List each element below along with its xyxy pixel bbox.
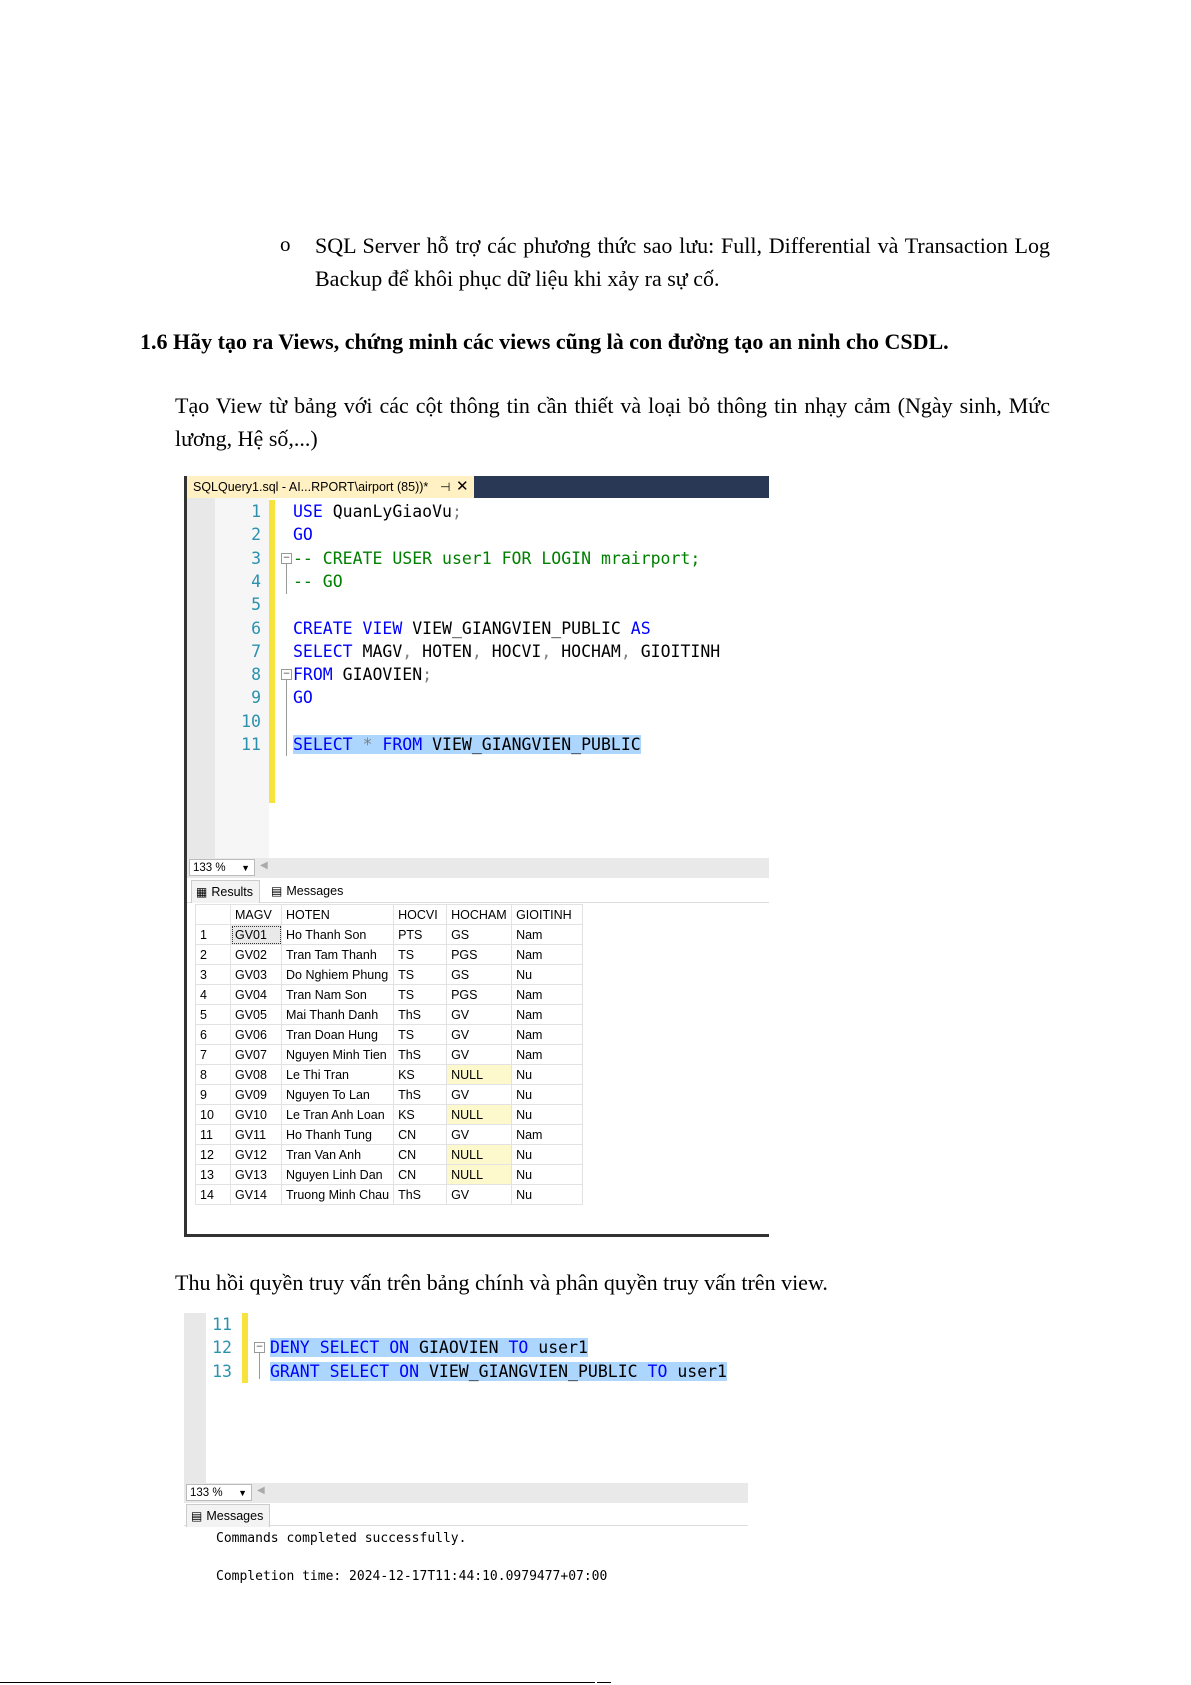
code-token: VIEW_GIANGVIEN_PUBLIC — [402, 618, 631, 638]
table-row[interactable] — [196, 1025, 583, 1045]
grid-cell[interactable]: Nu — [512, 965, 583, 985]
grid-cell[interactable]: PTS — [394, 925, 447, 945]
section-heading: 1.6 Hãy tạo ra Views, chứng minh các views cũng là con đường tạo an ninh cho CSDL. — [140, 329, 949, 354]
change-indicator — [242, 1313, 248, 1383]
tab-messages[interactable]: ▤ Messages — [186, 1504, 270, 1527]
code-token: ; — [451, 502, 462, 521]
code-token: SELECT — [329, 1361, 390, 1381]
grid-cell[interactable]: GV02 — [231, 945, 282, 965]
line-number: 10 — [241, 711, 261, 731]
code-token: GIAOVIEN — [332, 665, 423, 685]
table-row[interactable] — [196, 1085, 583, 1105]
code-line — [270, 1360, 727, 1384]
grid-cell[interactable]: GV — [447, 1005, 512, 1025]
grid-cell[interactable]: Truong Minh Chau — [282, 1185, 394, 1205]
results-grid[interactable] — [195, 904, 583, 1205]
grid-cell[interactable]: ThS — [394, 1085, 447, 1105]
tab-messages[interactable]: ▤ Messages — [267, 880, 349, 902]
table-row[interactable] — [196, 1065, 583, 1085]
grid-corner[interactable] — [196, 905, 231, 925]
grid-cell[interactable]: Nu — [512, 1185, 583, 1205]
code-token: , — [402, 641, 413, 661]
row-number[interactable]: 4 — [196, 985, 231, 1005]
table-row[interactable] — [196, 1165, 583, 1185]
code-line — [293, 617, 651, 641]
code-token: TO — [508, 1338, 529, 1358]
collapse-icon[interactable]: − — [282, 669, 291, 679]
code-token: QuanLyGiaoVu — [322, 502, 452, 521]
grid-cell[interactable]: GV — [447, 1045, 512, 1065]
code-token: VIEW_GIANGVIEN_PUBLIC — [419, 1361, 648, 1381]
grid-cell[interactable]: GV — [447, 1085, 512, 1105]
grid-cell[interactable]: Tran Nam Son — [282, 985, 394, 1005]
row-number[interactable]: 14 — [196, 1185, 231, 1205]
grid-cell[interactable]: Nu — [512, 1085, 583, 1105]
grid-cell[interactable]: TS — [394, 1025, 447, 1045]
grid-cell[interactable]: CN — [394, 1145, 447, 1165]
grid-cell[interactable]: GV04 — [231, 985, 282, 1005]
paragraph-create-view: Tạo View từ bảng với các cột thông tin cần thiết và loại bỏ thông tin nhạy cảm (Ngày sinh, Mức lương, Hệ số,...) — [175, 393, 1050, 451]
grid-cell[interactable]: PGS — [447, 985, 512, 1005]
code-token: FROM — [293, 665, 333, 685]
column-header[interactable]: MAGV — [231, 905, 282, 925]
grid-cell[interactable]: Nu — [512, 1145, 583, 1165]
grid-cell[interactable]: Nam — [512, 1005, 583, 1025]
code-token: ON — [399, 1361, 420, 1381]
row-number[interactable]: 1 — [196, 925, 231, 945]
grid-cell[interactable]: GV13 — [231, 1165, 282, 1185]
grid-cell[interactable]: Ho Thanh Son — [282, 925, 394, 945]
footer-rule — [0, 1682, 595, 1683]
code-token — [320, 1362, 330, 1381]
code-token — [353, 735, 363, 754]
fold-guide — [286, 564, 287, 594]
grid-cell[interactable]: GV — [447, 1185, 512, 1205]
grid-cell[interactable]: NULL — [447, 1165, 512, 1185]
editor-tab-title: SQLQuery1.sql - AI...RPORT\airport (85))* — [193, 480, 429, 494]
code-token: VIEW_GIANGVIEN_PUBLIC — [422, 735, 641, 754]
grid-cell[interactable]: Nam — [512, 1045, 583, 1065]
change-indicator — [269, 500, 275, 780]
code-token: , — [620, 641, 631, 661]
line-number: 12 — [212, 1338, 232, 1358]
line-number: 8 — [251, 665, 261, 685]
line-number: 4 — [251, 571, 261, 591]
grid-cell[interactable]: KS — [394, 1065, 447, 1085]
code-token — [379, 1338, 389, 1357]
row-number[interactable]: 9 — [196, 1085, 231, 1105]
code-token: AS — [630, 618, 651, 638]
bullet-marker: o — [280, 232, 291, 256]
grid-cell[interactable]: TS — [394, 985, 447, 1005]
grid-cell[interactable]: GV08 — [231, 1065, 282, 1085]
grid-cell[interactable]: Nam — [512, 1125, 583, 1145]
code-token: user1 — [667, 1361, 727, 1381]
grid-cell[interactable]: NULL — [447, 1105, 512, 1125]
table-row[interactable] — [196, 965, 583, 985]
tab-results[interactable]: ▦ Results — [191, 880, 260, 903]
code-token: SELECT — [293, 641, 353, 661]
grid-cell[interactable]: NULL — [447, 1145, 512, 1165]
line-number: 6 — [251, 618, 261, 638]
grid-cell[interactable]: Le Tran Anh Loan — [282, 1105, 394, 1125]
grid-cell[interactable]: Do Nghiem Phung — [282, 965, 394, 985]
editor-left-margin — [187, 498, 215, 858]
grid-cell[interactable]: GV14 — [231, 1185, 282, 1205]
grid-cell[interactable]: GV05 — [231, 1005, 282, 1025]
grid-cell[interactable]: Nam — [512, 1025, 583, 1045]
table-row[interactable] — [196, 1105, 583, 1125]
code-token: USE — [293, 502, 323, 521]
scroll-left-icon[interactable]: ◀ — [260, 860, 268, 871]
grid-cell[interactable]: GV — [447, 1025, 512, 1045]
code-token: CREATE — [293, 618, 353, 638]
fold-guide — [286, 680, 287, 756]
grid-cell[interactable]: GV12 — [231, 1145, 282, 1165]
grid-cell[interactable]: GV07 — [231, 1045, 282, 1065]
bullet-text: SQL Server hỗ trợ các phương thức sao lưu: Full, Differential và Transaction Log Backup để khôi phục dữ liệu khi xảy ra sự cố. — [315, 233, 1050, 291]
row-number[interactable]: 13 — [196, 1165, 231, 1185]
message-success: Commands completed successfully. — [216, 1531, 467, 1546]
code-token: GIOITINH — [630, 641, 721, 661]
row-number[interactable]: 7 — [196, 1045, 231, 1065]
grid-cell[interactable]: GS — [447, 965, 512, 985]
table-row[interactable] — [196, 985, 583, 1005]
row-number[interactable]: 11 — [196, 1125, 231, 1145]
grid-cell[interactable]: PGS — [447, 945, 512, 965]
code-token: HOTEN — [412, 641, 472, 661]
code-token: HOCHAM — [551, 641, 621, 661]
code-line — [293, 733, 641, 757]
line-number: 5 — [251, 595, 261, 615]
code-token: HOCVI — [481, 641, 542, 661]
row-number[interactable]: 12 — [196, 1145, 231, 1165]
editor-tab-bar — [187, 476, 769, 498]
column-header[interactable]: HOTEN — [282, 905, 394, 925]
zoom-bar — [187, 858, 769, 878]
ssms-screenshot-permissions — [184, 1313, 748, 1600]
grid-cell[interactable]: CN — [394, 1125, 447, 1145]
grid-cell[interactable]: GV11 — [231, 1125, 282, 1145]
ssms-screenshot-view — [184, 476, 769, 1237]
row-number[interactable]: 3 — [196, 965, 231, 985]
grid-cell[interactable]: GS — [447, 925, 512, 945]
code-token: GIAOVIEN — [409, 1338, 509, 1358]
code-token: , — [471, 641, 482, 661]
table-row[interactable] — [196, 945, 583, 965]
row-number[interactable]: 2 — [196, 945, 231, 965]
code-token: GO — [293, 688, 313, 708]
code-token — [389, 1362, 399, 1381]
table-row[interactable] — [196, 925, 583, 945]
code-token: -- GO — [293, 571, 343, 591]
grid-cell[interactable]: ThS — [394, 1045, 447, 1065]
collapse-icon[interactable]: − — [282, 553, 291, 563]
grid-cell[interactable]: Tran Tam Thanh — [282, 945, 394, 965]
code-line — [293, 523, 313, 547]
column-header[interactable]: HOCVI — [394, 905, 447, 925]
grid-cell[interactable]: Nam — [512, 925, 583, 945]
line-number: 2 — [251, 525, 261, 545]
line-number: 13 — [212, 1361, 232, 1381]
message-completion-time: Completion time: 2024-12-17T11:44:10.0979477+07:00 — [216, 1569, 608, 1584]
code-token: GO — [293, 525, 313, 545]
grid-cell[interactable]: Mai Thanh Danh — [282, 1005, 394, 1025]
grid-cell[interactable]: Ho Thanh Tung — [282, 1125, 394, 1145]
zoom-select[interactable]: 133 % ▼ — [186, 1484, 252, 1501]
messages-icon: ▤ — [191, 1509, 203, 1523]
code-token — [353, 619, 363, 638]
grid-cell[interactable]: Nguyen Minh Tien — [282, 1045, 394, 1065]
grid-cell[interactable]: GV01 — [231, 925, 282, 945]
messages-icon: ▤ — [271, 884, 283, 898]
grid-cell[interactable]: GV09 — [231, 1085, 282, 1105]
chevron-down-icon: ▼ — [241, 863, 250, 873]
code-token: , — [541, 641, 552, 661]
line-number: 11 — [241, 735, 261, 754]
code-line — [293, 686, 313, 710]
code-token: FROM — [382, 735, 423, 754]
code-token: TO — [647, 1361, 668, 1381]
chevron-down-icon: ▼ — [238, 1488, 247, 1498]
code-token: VIEW — [362, 618, 403, 638]
code-token: ; — [422, 665, 433, 685]
pin-icon[interactable]: ⊣ — [440, 480, 451, 494]
code-line — [293, 663, 432, 687]
code-token — [310, 1338, 320, 1357]
paragraph-permissions: Thu hồi quyền truy vấn trên bảng chính và phân quyền truy vấn trên view. — [175, 1270, 828, 1295]
grid-cell[interactable]: CN — [394, 1165, 447, 1185]
change-indicator — [269, 757, 275, 803]
code-token: SELECT — [319, 1338, 380, 1358]
line-number: 3 — [251, 548, 261, 568]
code-token: GRANT — [270, 1361, 320, 1381]
table-row[interactable] — [196, 1185, 583, 1205]
grid-cell[interactable]: Nam — [512, 985, 583, 1005]
code-line — [293, 640, 720, 664]
grid-cell[interactable]: Nguyen To Lan — [282, 1085, 394, 1105]
code-token: * — [362, 735, 373, 754]
grid-cell[interactable]: Tran Doan Hung — [282, 1025, 394, 1045]
code-token: user1 — [528, 1338, 588, 1358]
grid-cell[interactable]: Tran Van Anh — [282, 1145, 394, 1165]
close-icon[interactable]: ✕ — [456, 478, 469, 495]
code-token: MAGV — [352, 641, 403, 661]
code-line — [293, 500, 462, 524]
row-number[interactable]: 6 — [196, 1025, 231, 1045]
grid-cell[interactable]: ThS — [394, 1185, 447, 1205]
footer-rule-short — [597, 1682, 611, 1683]
zoom-select[interactable]: 133 % ▼ — [189, 859, 255, 876]
grid-cell[interactable]: Nguyen Linh Dan — [282, 1165, 394, 1185]
line-number: 7 — [251, 641, 261, 661]
table-row[interactable] — [196, 1005, 583, 1025]
code-token: SELECT — [293, 735, 353, 754]
grid-cell[interactable]: Nu — [512, 1065, 583, 1085]
line-number: 9 — [251, 688, 261, 708]
grid-cell[interactable]: GV10 — [231, 1105, 282, 1125]
grid-cell[interactable]: GV03 — [231, 965, 282, 985]
editor-tab[interactable] — [187, 476, 474, 498]
table-row[interactable] — [196, 1145, 583, 1165]
results-grid-icon: ▦ — [196, 885, 208, 899]
messages-tab-bar — [184, 1503, 748, 1526]
grid-cell[interactable]: GV — [447, 1125, 512, 1145]
code-token — [372, 735, 382, 754]
grid-cell[interactable]: Nu — [512, 1105, 583, 1125]
grid-cell[interactable]: NULL — [447, 1065, 512, 1085]
results-tab-bar — [187, 878, 769, 903]
code-line — [293, 570, 343, 594]
grid-cell[interactable]: ThS — [394, 1005, 447, 1025]
row-number[interactable]: 8 — [196, 1065, 231, 1085]
line-number: 11 — [212, 1315, 232, 1334]
grid-cell[interactable]: Nu — [512, 1165, 583, 1185]
grid-cell[interactable]: TS — [394, 945, 447, 965]
grid-cell[interactable]: GV06 — [231, 1025, 282, 1045]
grid-cell[interactable]: Nam — [512, 945, 583, 965]
code-token: ON — [389, 1338, 410, 1358]
zoom-bar — [184, 1483, 748, 1503]
code-line — [270, 1336, 588, 1360]
collapse-icon[interactable]: − — [255, 1342, 264, 1352]
row-number[interactable]: 5 — [196, 1005, 231, 1025]
line-number: 1 — [251, 502, 261, 521]
grid-cell[interactable]: KS — [394, 1105, 447, 1125]
table-row[interactable] — [196, 1045, 583, 1065]
grid-cell[interactable]: TS — [394, 965, 447, 985]
code-token: DENY — [270, 1338, 310, 1358]
code-token: -- CREATE USER user1 FOR LOGIN mrairport; — [293, 548, 701, 568]
fold-guide — [259, 1353, 260, 1379]
code-line — [293, 547, 700, 571]
grid-cell[interactable]: Le Thi Tran — [282, 1065, 394, 1085]
row-number[interactable]: 10 — [196, 1105, 231, 1125]
table-row[interactable] — [196, 1125, 583, 1145]
scroll-left-icon[interactable]: ◀ — [257, 1485, 265, 1496]
column-header[interactable]: GIOITINH — [512, 905, 583, 925]
column-header[interactable]: HOCHAM — [447, 905, 512, 925]
